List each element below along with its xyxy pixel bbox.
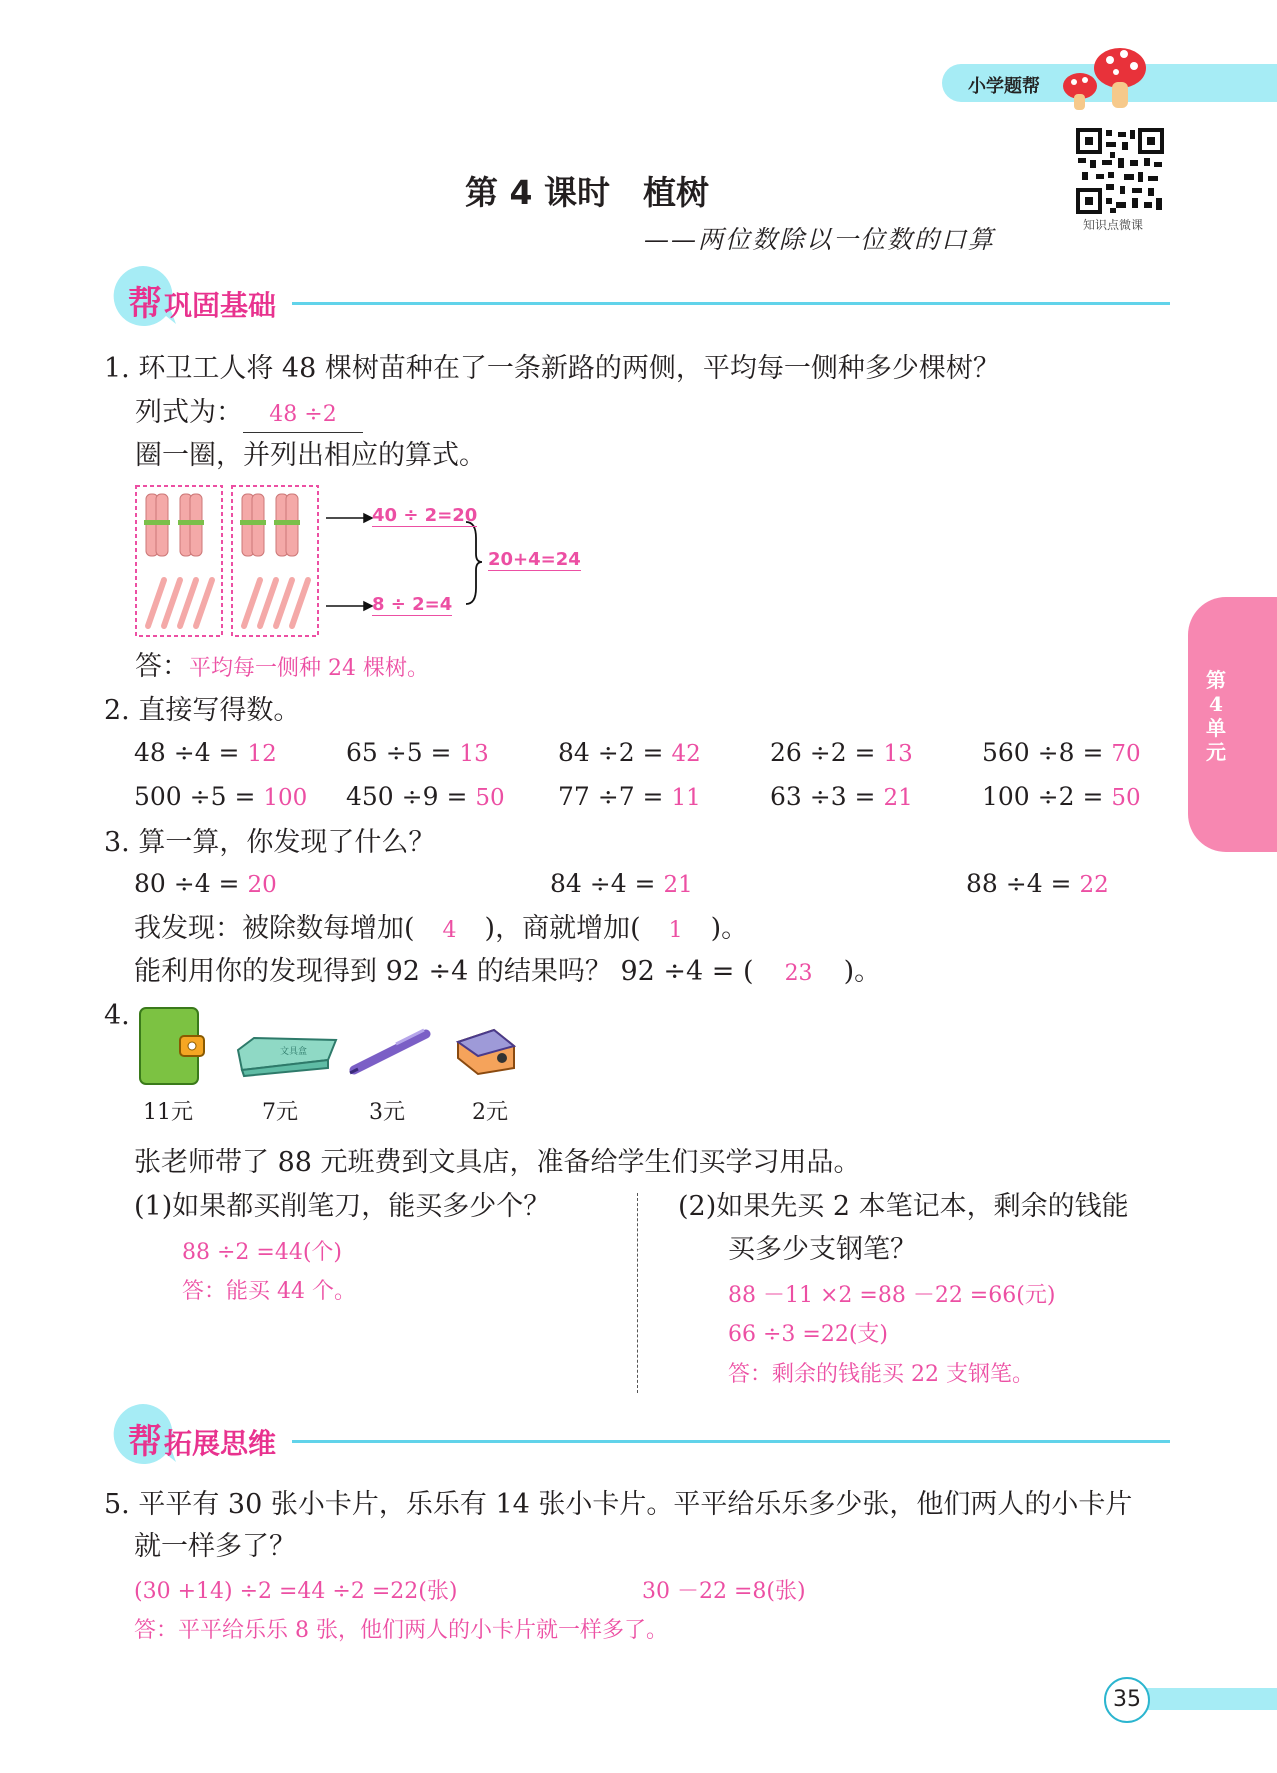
q3-item	[550, 869, 693, 898]
q1-instruction: 圈一圈，并列出相应的算式。	[135, 440, 486, 471]
q2-item	[346, 738, 489, 767]
q3-item	[134, 869, 277, 898]
q4-story: 张老师带了 88 元班费到文具店，准备给学生们买学习用品。	[134, 1147, 861, 1178]
q4-sub1-question: (1)如果都买削笔刀，能买多少个？	[134, 1191, 551, 1222]
q3-find-blank-2[interactable]	[641, 912, 711, 948]
q4-sub1-work: 88 ÷2 =44(个)	[182, 1240, 343, 1265]
q1-answer: 平均每一侧种 24 棵树。	[189, 656, 429, 681]
q2-answer: 12	[247, 741, 277, 767]
q4-price-notebook: 11元	[143, 1100, 193, 1125]
page-number: 35	[1104, 1677, 1150, 1723]
q5-text-1: 5. 平平有 30 张小卡片，乐乐有 14 张小卡片。平平给乐乐多少张，他们两人的小卡片	[104, 1489, 1133, 1520]
lesson-subtitle: ——两位数除以一位数的口算	[644, 225, 996, 254]
q3-find-text-c: )。	[710, 913, 749, 944]
q3-find-text-b: )，商就增加(	[484, 913, 641, 944]
q2-answer: 70	[1111, 741, 1141, 767]
q5-work-1: (30 +14) ÷2 =44 ÷2 =22(张)	[134, 1579, 458, 1604]
unit-tab-label: 第4单元	[1206, 668, 1226, 764]
q4-sub2-work-1: 88 －11 ×2 =88 －22 =66(元)	[728, 1283, 1056, 1308]
section-divider	[292, 302, 1170, 305]
q5-work-2: 30 －22 =8(张)	[642, 1579, 806, 1604]
q2-answer: 21	[883, 785, 913, 811]
q3-use-blank[interactable]	[754, 955, 844, 991]
q3-answer: 22	[1079, 872, 1109, 898]
section-badge-char: 帮	[128, 1422, 162, 1462]
q4-sub2-answer: 答：剩余的钱能买 22 支钢笔。	[728, 1362, 1034, 1387]
pen-icon	[348, 1026, 434, 1076]
q2-answer: 13	[883, 741, 913, 767]
tree-bundles-illustration	[134, 484, 324, 640]
q3-item	[966, 869, 1109, 898]
q3-expr: 84 ÷4 =	[550, 869, 656, 898]
q3-expr: 80 ÷4 =	[134, 869, 240, 898]
q2-text: 2. 直接写得数。	[104, 695, 301, 726]
q3-expr: 88 ÷4 =	[966, 869, 1072, 898]
section-badge-char: 帮	[128, 284, 162, 324]
q2-expr: 65 ÷5 =	[346, 738, 452, 767]
section-title-basic: 巩固基础	[164, 289, 277, 322]
q2-item	[982, 738, 1141, 767]
q1-answer-label: 答：	[135, 651, 189, 682]
q2-expr: 450 ÷9 =	[346, 782, 468, 811]
q4-number: 4.	[104, 1000, 130, 1031]
q2-expr: 560 ÷8 =	[982, 738, 1104, 767]
q4-price-sharpener: 2元	[472, 1100, 508, 1125]
q3-use	[134, 955, 881, 991]
q2-answer: 100	[263, 785, 308, 811]
q4-column-divider	[637, 1193, 638, 1393]
mushroom-logo-icon	[1058, 44, 1150, 114]
qr-caption: 知识点微课	[1083, 218, 1144, 232]
q2-expr: 100 ÷2 =	[982, 782, 1104, 811]
q1-calc-total: 20+4=24	[488, 549, 581, 570]
q3-find-text-a: 我发现：被除数每增加(	[134, 913, 415, 944]
q2-expr: 77 ÷7 =	[558, 782, 664, 811]
q2-item	[134, 738, 277, 767]
q2-item	[558, 782, 701, 811]
q4-price-pen: 3元	[369, 1100, 405, 1125]
q2-expr: 48 ÷4 =	[134, 738, 240, 767]
q2-item	[134, 782, 307, 811]
pencil-case-icon	[232, 1034, 338, 1078]
q3-finding	[134, 912, 748, 948]
notebook-icon	[138, 1006, 206, 1086]
q2-expr: 500 ÷5 =	[134, 782, 256, 811]
section-title-extend: 拓展思维	[164, 1427, 277, 1460]
q1-formula-answer: 48 ÷2	[269, 402, 337, 427]
brand-name: 小学题帮	[968, 76, 1040, 97]
q3-use-text-b: )。	[843, 956, 882, 987]
q5-text-2: 就一样多了？	[134, 1531, 296, 1562]
q4-sub1-answer: 答：能买 44 个。	[182, 1279, 356, 1304]
q1-formula-blank[interactable]	[243, 396, 363, 433]
section-divider	[292, 1440, 1170, 1443]
lesson-title: 第 4 课时 植树	[465, 173, 709, 212]
q2-answer: 50	[475, 785, 505, 811]
q5-answer: 答：平平给乐乐 8 张，他们两人的小卡片就一样多了。	[134, 1618, 668, 1643]
q2-answer: 11	[671, 785, 701, 811]
q2-answer: 42	[671, 741, 701, 767]
q3-answer: 20	[247, 872, 277, 898]
q2-expr: 26 ÷2 =	[770, 738, 876, 767]
qr-code-icon[interactable]	[1076, 128, 1164, 214]
q1-formula	[135, 396, 363, 433]
q2-item	[346, 782, 505, 811]
q3-text: 3. 算一算，你发现了什么？	[104, 827, 436, 858]
q1-text: 1. 环卫工人将 48 棵树苗种在了一条新路的两侧，平均每一侧种多少棵树？	[104, 353, 1000, 384]
page-number-bar	[1130, 1688, 1277, 1710]
q2-answer: 13	[459, 741, 489, 767]
q3-answer: 21	[663, 872, 693, 898]
q2-expr: 63 ÷3 =	[770, 782, 876, 811]
unit-tab[interactable]	[1188, 597, 1277, 852]
q1-answer-line	[135, 650, 429, 686]
pencil-case-label: 文具盒	[280, 1047, 308, 1057]
q3-find-answer-1: 4	[442, 918, 457, 943]
q2-item	[770, 738, 913, 767]
q2-expr: 84 ÷2 =	[558, 738, 664, 767]
q4-sub2-work-2: 66 ÷3 =22(支)	[728, 1322, 889, 1347]
q3-use-text-a: 能利用你的发现得到 92 ÷4 的结果吗？ 92 ÷4 = (	[134, 956, 754, 987]
q4-sub2-question-2: 买多少支钢笔？	[728, 1234, 917, 1265]
q1-calc-bottom: 8 ÷ 2=4	[372, 594, 453, 615]
q3-find-blank-1[interactable]	[415, 912, 485, 948]
q3-find-answer-2: 1	[668, 918, 683, 943]
q1-calc-top: 40 ÷ 2=20	[372, 505, 478, 526]
q2-item	[558, 738, 701, 767]
q1-formula-label: 列式为：	[135, 397, 243, 428]
q3-use-answer: 23	[784, 961, 813, 986]
sharpener-icon	[454, 1028, 518, 1076]
q2-answer: 50	[1111, 785, 1141, 811]
q4-price-pencil-case: 7元	[262, 1100, 298, 1125]
q2-item	[770, 782, 913, 811]
q4-sub2-question-1: (2)如果先买 2 本笔记本，剩余的钱能	[678, 1191, 1129, 1222]
q2-item	[982, 782, 1141, 811]
